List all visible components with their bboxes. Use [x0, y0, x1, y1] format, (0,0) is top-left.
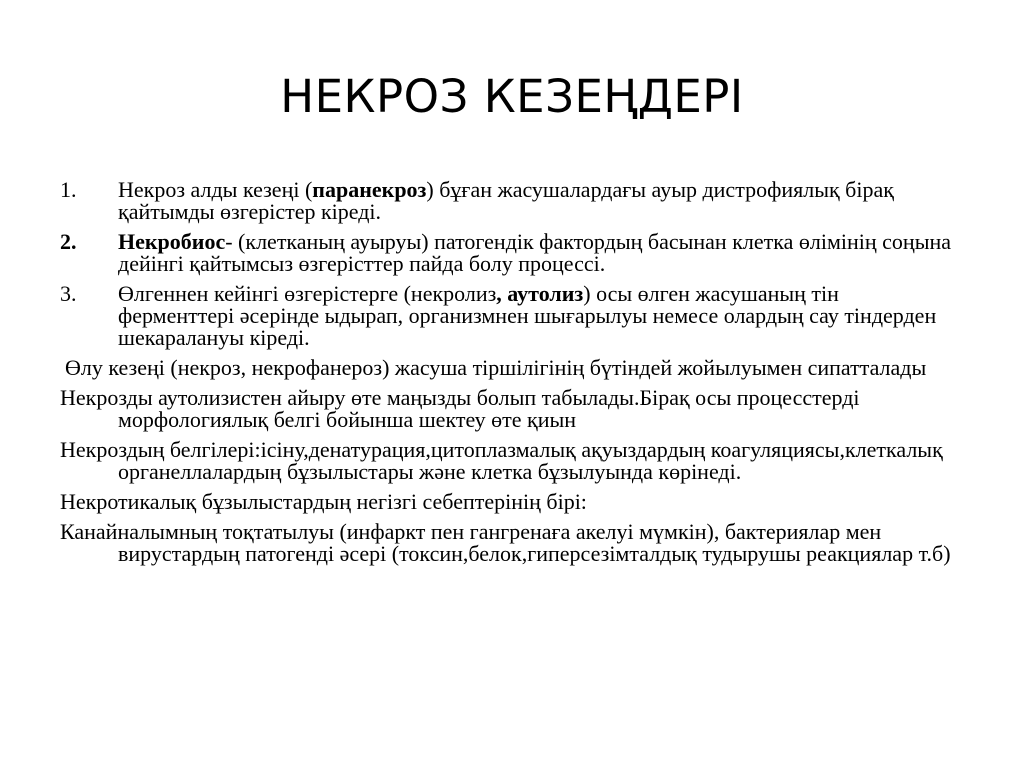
slide-body: [60, 179, 960, 573]
bold-term: , аутолиз: [496, 281, 584, 306]
list-item-text: [118, 283, 960, 349]
list-item-1: [60, 179, 960, 223]
paragraph-signs: Некроздың белгілері:ісіну,денатурация,цитоплазмалық ақуыздардың коагуляциясы,клеткалық органеллалардың бұзылыстары және клетка бұзылуында көрінеді.: [60, 437, 943, 484]
text-run: ) бұған жасушалардағы ауыр дистрофиялық бірақ қайтымды өзгерістер кіреді.: [118, 177, 894, 224]
paragraph-autolysis: Некрозды аутолизистен айыру өте маңызды болып табылады.Бірақ осы процесстерді морфологиялық белгі бойынша шектеу өте қиын: [60, 385, 860, 432]
text-run: - (клетканың ауыруы) патогендік фактордың басынан клетка өлімінің соңына дейінгі қайтымсыз өзгерісттер пайда болу процессі.: [118, 229, 952, 276]
list-item-3: [60, 283, 960, 349]
text-run: ) осы өлген жасушаның тін ферменттері әсерінде ыдырап, организмнен шығарылуы немесе олардың сау тіндерден шекаралануы кіреді.: [118, 281, 937, 350]
text-run: Өлгеннен кейінгі өзгерістерге (некролиз: [118, 281, 497, 306]
list-item-2: [60, 231, 960, 275]
slide-title: НЕКРОЗ КЕЗЕҢДЕРІ: [280, 70, 744, 123]
text-run: Некроз алды кезеңі (: [118, 177, 313, 202]
list-number: 2.: [60, 229, 77, 254]
bold-term: Некробиос: [118, 229, 226, 254]
list-number: 3.: [60, 281, 77, 306]
list-item-text: [118, 231, 960, 275]
bold-term: паранекроз: [312, 177, 427, 202]
paragraph-causes: Канайналымның тоқтатылуы (инфаркт пен гангренаға акелуі мүмкін), бактериялар мен вирустардың патогенді әсері (токсин,белок,гиперсезімталдық тудырушы реакциялар т.б): [60, 519, 951, 566]
list-item-text: [118, 179, 960, 223]
paragraph-death-stage: Өлу кезеңі (некроз, некрофанероз) жасуша тіршілігінің бүтіндей жойылуымен сипатталады: [65, 355, 927, 380]
list-number: 1.: [60, 177, 77, 202]
paragraph-causes-heading: Некротикалық бұзылыстардың негізгі себептерінің бірі:: [60, 489, 587, 514]
